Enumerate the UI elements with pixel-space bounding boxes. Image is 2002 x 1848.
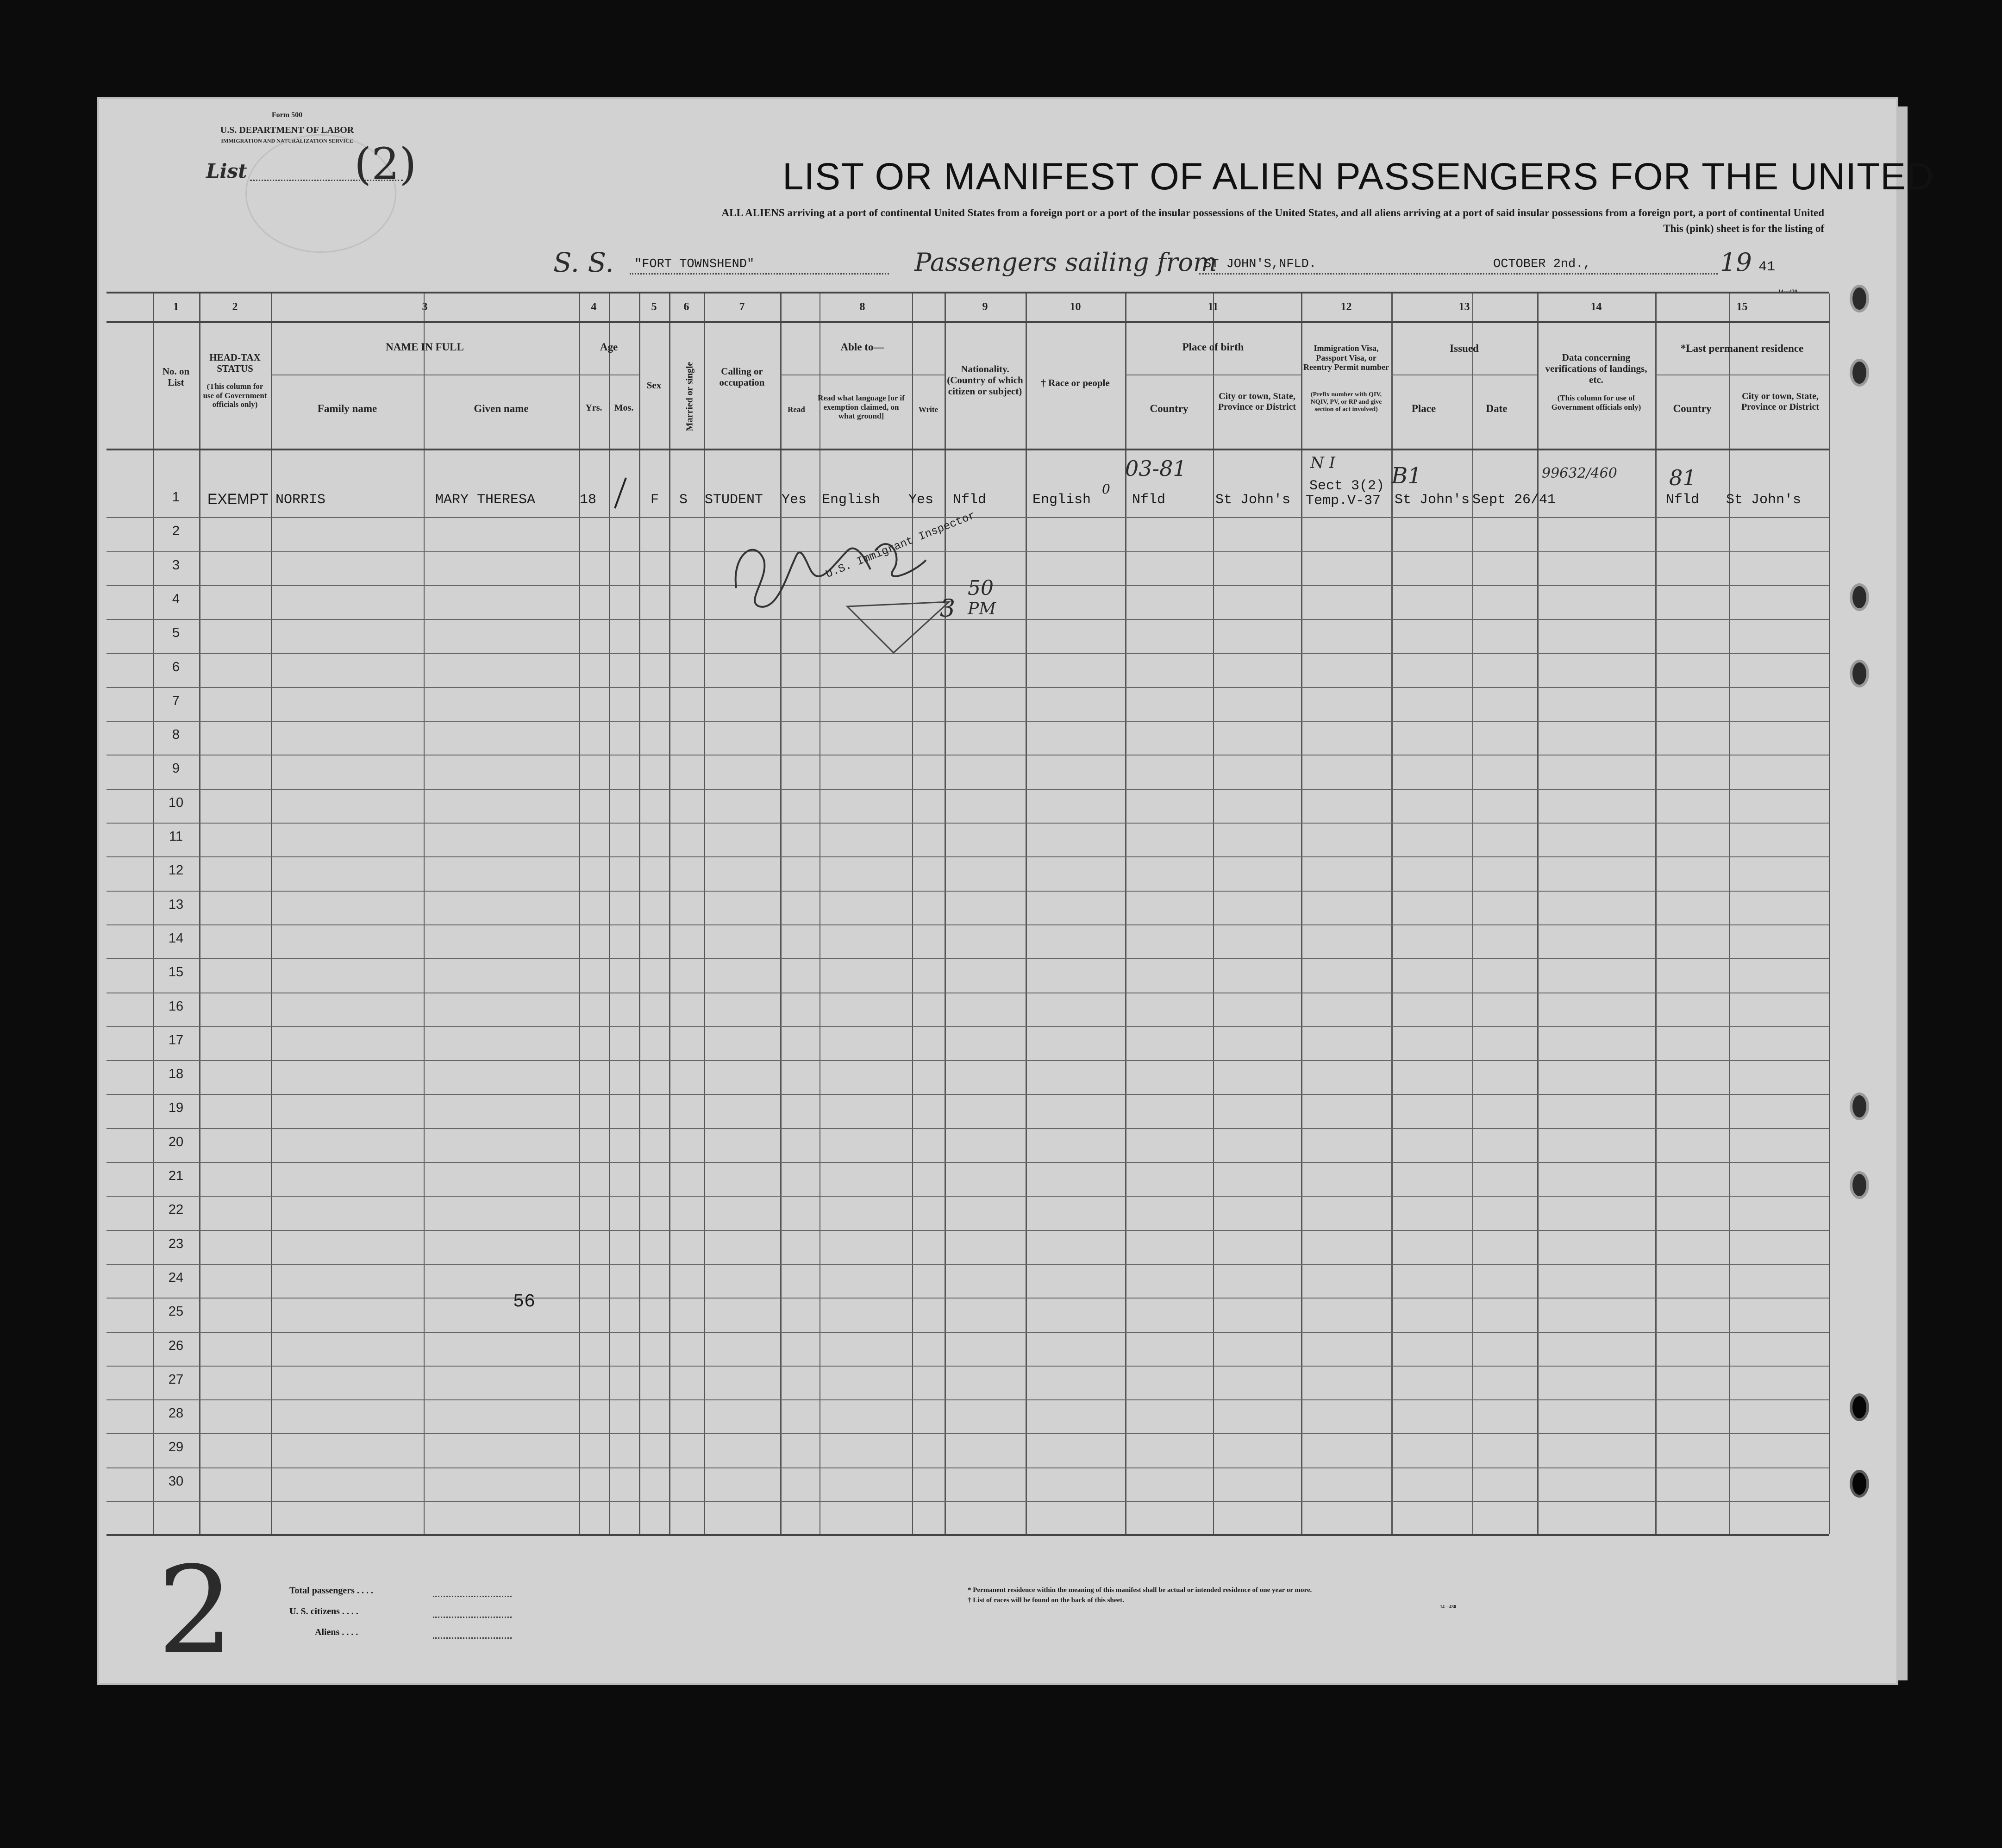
list-mark: (2) xyxy=(354,139,417,190)
footer-code: 14—430 xyxy=(1440,1605,1456,1610)
head-family-name: Family name xyxy=(317,403,377,414)
row-line xyxy=(106,958,1829,959)
form-code: 14—430 xyxy=(1778,288,1797,294)
head-city: City or town, State, Province or District xyxy=(1218,391,1296,412)
cell-nationality: Nfld xyxy=(953,492,987,508)
head-nationality: Nationality. (Country of which citizen or subject) xyxy=(947,363,1023,397)
total-line xyxy=(433,1596,512,1597)
port-line xyxy=(1199,273,1718,275)
cell-language: English xyxy=(822,492,881,508)
row-line xyxy=(106,891,1829,892)
col-num-3: 3 xyxy=(422,301,428,313)
row-number: 23 xyxy=(168,1236,184,1251)
head-place-of-birth: Place of birth xyxy=(1182,341,1244,353)
row-line xyxy=(106,789,1829,790)
page-title: LIST OR MANIFEST OF ALIEN PASSENGERS FOR THE UNITED xyxy=(782,156,1934,198)
head-write: Write xyxy=(918,405,938,414)
head-visa: Immigration Visa, Passport Visa, or Reentry Permit number xyxy=(1303,343,1389,372)
row-number: 6 xyxy=(172,659,180,674)
row-number: 25 xyxy=(168,1304,184,1319)
head-given-name: Given name xyxy=(474,403,529,414)
cell-race: English xyxy=(1032,492,1091,508)
cell-sex: F xyxy=(651,492,659,508)
row-number: 5 xyxy=(172,625,180,641)
margin-list-number: 2 xyxy=(157,1541,234,1681)
footnote-residence: * Permanent residence within the meaning of this manifest shall be actual or intended residence of one year or more. xyxy=(968,1586,1312,1594)
row-number: 11 xyxy=(169,829,183,844)
row-number: 9 xyxy=(172,761,180,776)
residence-code: 81 xyxy=(1669,465,1696,490)
binder-hole xyxy=(1850,1470,1869,1498)
head-no-on-list: No. on List xyxy=(162,366,190,388)
issue-code: B1 xyxy=(1391,463,1422,489)
row-line xyxy=(106,1128,1829,1129)
row-number: 20 xyxy=(168,1134,184,1149)
col-num-10: 10 xyxy=(1070,301,1081,313)
row-line xyxy=(106,924,1829,925)
row-line xyxy=(106,856,1829,857)
row-line xyxy=(106,721,1829,722)
row-line xyxy=(106,1094,1829,1095)
row-line xyxy=(106,1399,1829,1400)
head-sex: Sex xyxy=(646,380,662,391)
stamp-time: 3 xyxy=(940,595,956,623)
year-suffix: 41 xyxy=(1758,259,1776,275)
row-number: 14 xyxy=(168,930,184,946)
stamp-time-top: 50 xyxy=(968,576,994,600)
binder-hole xyxy=(1850,285,1869,312)
col-num-7: 7 xyxy=(739,301,745,313)
department-name: U.S. DEPARTMENT OF LABOR xyxy=(220,125,354,135)
col-num-13: 13 xyxy=(1458,301,1470,313)
inspector-stamp: U.S. Immigrant Inspector xyxy=(824,509,977,581)
row-number: 1 xyxy=(172,490,180,505)
row-line xyxy=(106,1433,1829,1434)
year-prefix: 19 xyxy=(1720,248,1752,277)
row-number: 28 xyxy=(168,1406,184,1421)
ship-name: "FORT TOWNSHEND" xyxy=(634,257,755,271)
col-num-14: 14 xyxy=(1590,301,1602,313)
form-number: Form 500 xyxy=(271,111,303,119)
ss-label: S. S. xyxy=(553,247,614,278)
row-line xyxy=(106,1366,1829,1367)
col-num-8: 8 xyxy=(859,301,865,313)
page-number: 56 xyxy=(513,1292,536,1312)
row-number: 16 xyxy=(168,999,184,1014)
cell-issue-place: St John's xyxy=(1395,492,1470,508)
row-line xyxy=(106,1196,1829,1197)
cell-visa-2: Temp.V-37 xyxy=(1306,493,1381,509)
binder-hole xyxy=(1850,660,1869,687)
head-last-residence: *Last permanent residence xyxy=(1680,343,1804,354)
port-name: ST JOHN'S,NFLD. xyxy=(1204,257,1317,271)
row-line xyxy=(106,1501,1829,1502)
head-visa-note: (Prefix number with QIV, NQIV, PV, or RP and give section of act involved) xyxy=(1310,391,1382,413)
col-num-15: 15 xyxy=(1736,301,1748,313)
row-line xyxy=(106,1230,1829,1231)
col-num-2: 2 xyxy=(232,301,238,313)
row-number: 12 xyxy=(168,863,184,878)
cell-birth-city: St John's xyxy=(1215,492,1291,508)
head-mos: Mos. xyxy=(614,403,634,413)
cell-issue-date: Sept 26/41 xyxy=(1472,492,1556,508)
row-line xyxy=(106,1332,1829,1333)
citizens-line xyxy=(433,1617,512,1618)
row-line xyxy=(106,823,1829,824)
col-num-6: 6 xyxy=(683,301,689,313)
cell-yrs: 18 xyxy=(580,492,597,508)
cell-given-name: MARY THERESA xyxy=(435,492,536,508)
head-age: Age xyxy=(600,341,618,353)
row-number: 15 xyxy=(168,965,184,980)
aliens-line xyxy=(433,1637,512,1639)
row-number: 21 xyxy=(168,1168,184,1183)
list-label: List xyxy=(206,160,247,182)
row-number: 26 xyxy=(168,1338,184,1353)
head-res-country: Country xyxy=(1673,403,1712,414)
row-line xyxy=(106,1060,1829,1061)
head-landings: Data concerning verifications of landings, etc. xyxy=(1545,352,1647,386)
sailing-date: OCTOBER 2nd., xyxy=(1493,257,1591,271)
head-yrs: Yrs. xyxy=(585,403,602,413)
row-number: 7 xyxy=(172,693,180,708)
row-line xyxy=(106,1467,1829,1468)
row-line xyxy=(106,1026,1829,1027)
head-read-language: Read what language [or if exemption claimed, on what ground] xyxy=(818,393,905,421)
total-passengers-label: Total passengers . . . . xyxy=(289,1586,373,1596)
head-race: † Race or people xyxy=(1041,377,1110,388)
cell-family-name: NORRIS xyxy=(275,492,326,508)
head-place: Place xyxy=(1411,403,1436,414)
cell-res-country: Nfld xyxy=(1666,492,1700,508)
cell-visa-1: Sect 3(2) xyxy=(1309,478,1385,494)
head-country: Country xyxy=(1150,403,1189,414)
cell-read: Yes xyxy=(782,492,807,508)
stamp-pm: PM xyxy=(968,599,996,618)
col-num-4: 4 xyxy=(591,301,597,313)
row-line xyxy=(106,687,1829,688)
col-num-5: 5 xyxy=(651,301,657,313)
row-number: 2 xyxy=(172,524,180,539)
cell-birth-country: Nfld xyxy=(1132,492,1166,508)
race-mark: 0 xyxy=(1102,481,1110,497)
row-number: 29 xyxy=(168,1440,184,1455)
row-number: 18 xyxy=(168,1067,184,1082)
binder-hole xyxy=(1850,1171,1869,1199)
cell-marital: S xyxy=(679,492,688,508)
birth-code: 03-81 xyxy=(1125,456,1187,481)
us-citizens-label: U. S. citizens . . . . xyxy=(289,1606,358,1617)
row-number: 8 xyxy=(172,727,180,743)
head-head-tax-note: (This column for use of Government officials only) xyxy=(203,382,267,409)
head-res-city: City or town, State, Province or District xyxy=(1741,391,1820,412)
row-number: 4 xyxy=(172,591,180,606)
head-read: Read xyxy=(788,405,805,414)
head-able-to: Able to— xyxy=(840,341,884,353)
col-num-1: 1 xyxy=(173,301,179,313)
head-name-in-full: NAME IN FULL xyxy=(386,341,464,353)
subtitle: ALL ALIENS arriving at a port of continental United States from a foreign port or a port of the insular possessions of the United States, and all aliens arriving at a port of said insular possessions from a foreign port, a port of continental United xyxy=(721,207,1824,219)
sailing-label: Passengers sailing from xyxy=(914,248,1217,277)
col-num-12: 12 xyxy=(1340,301,1352,313)
binder-hole xyxy=(1850,1393,1869,1421)
row-number: 19 xyxy=(168,1100,184,1116)
cell-write: Yes xyxy=(908,492,934,508)
head-issued: Issued xyxy=(1450,343,1479,354)
head-landings-note: (This column for use of Government officials only) xyxy=(1551,393,1641,412)
landing-code: 99632/460 xyxy=(1542,465,1617,481)
cell-occupation: STUDENT xyxy=(705,492,763,508)
cell-res-city: St John's xyxy=(1726,492,1802,508)
head-head-tax: HEAD-TAX STATUS xyxy=(209,352,261,375)
row-number: 3 xyxy=(172,557,180,573)
row-number: 22 xyxy=(168,1202,184,1217)
col-num-11: 11 xyxy=(1207,301,1219,313)
head-married: Married or single xyxy=(684,362,695,431)
head-calling: Calling or occupation xyxy=(719,366,765,388)
row-line xyxy=(106,1162,1829,1163)
ship-line xyxy=(630,273,889,275)
row-number: 13 xyxy=(168,897,184,912)
binder-hole xyxy=(1850,583,1869,611)
subtitle-2: This (pink) sheet is for the listing of xyxy=(1663,223,1824,234)
visa-code: N I xyxy=(1310,454,1335,472)
row-number: 27 xyxy=(168,1372,184,1387)
row-number: 24 xyxy=(168,1270,184,1285)
row-number: 10 xyxy=(168,795,184,810)
aliens-label: Aliens . . . . xyxy=(315,1627,358,1637)
cell-head-tax: EXEMPT xyxy=(207,491,269,507)
row-line xyxy=(106,1298,1829,1299)
binder-hole xyxy=(1850,359,1869,387)
row-line xyxy=(106,1264,1829,1265)
col-num-9: 9 xyxy=(982,301,988,313)
binder-hole xyxy=(1850,1093,1869,1120)
row-number: 17 xyxy=(168,1032,184,1048)
service-name: IMMIGRATION AND NATURALIZATION SERVICE xyxy=(221,137,353,144)
row-number: 30 xyxy=(168,1473,184,1489)
footnote-races: † List of races will be found on the back of this sheet. xyxy=(968,1597,1124,1604)
head-date: Date xyxy=(1486,403,1508,414)
